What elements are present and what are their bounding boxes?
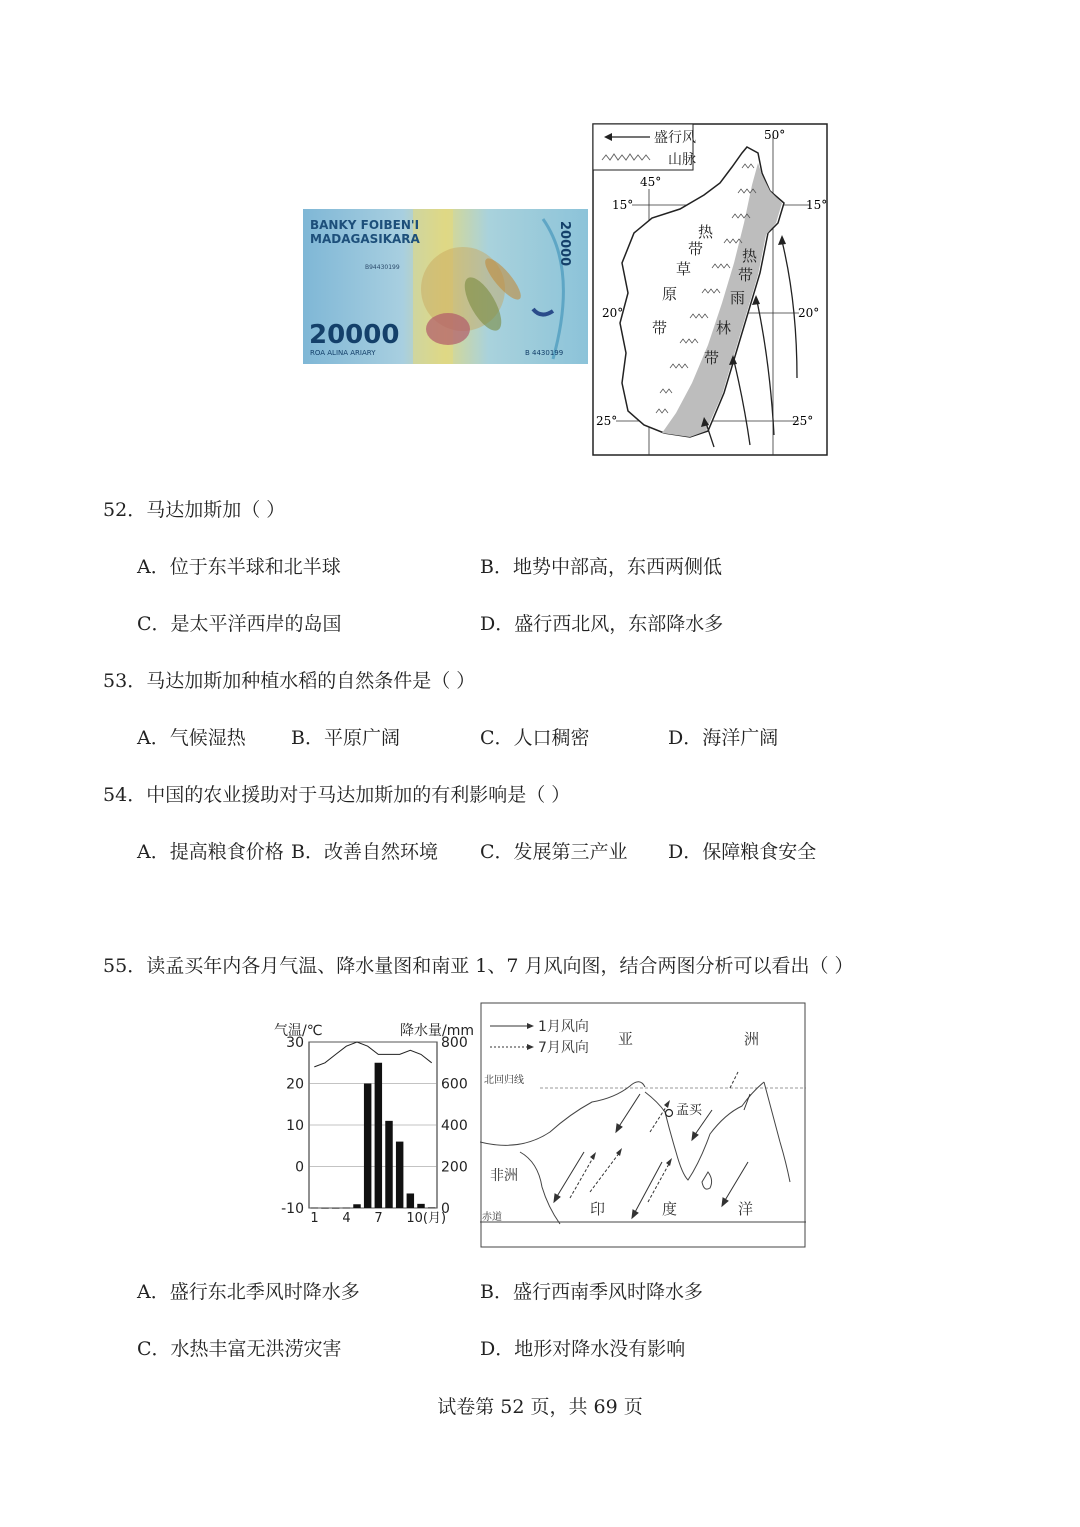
asia-label-2: 洲 bbox=[744, 1030, 760, 1048]
temp-tick-label: 30 bbox=[286, 1035, 304, 1051]
q55-option-b[interactable]: B．盛行西南季风时降水多 bbox=[480, 1281, 703, 1303]
temp-tick-label: -10 bbox=[281, 1201, 304, 1217]
savanna-char-4: 原 bbox=[662, 285, 678, 303]
q53-option-b[interactable]: B．平原广阔 bbox=[291, 727, 400, 749]
mumbai-label: 孟买 bbox=[676, 1103, 703, 1118]
rainforest-char-4: 林 bbox=[716, 319, 732, 337]
africa-label: 非洲 bbox=[490, 1168, 518, 1184]
precip-bar bbox=[407, 1193, 414, 1208]
asia-label-1: 亚 bbox=[618, 1030, 634, 1048]
precip-bar bbox=[321, 1208, 328, 1209]
q54-option-c[interactable]: C．发展第三产业 bbox=[480, 841, 628, 863]
banknote-serial: B 4430199 bbox=[525, 349, 564, 357]
savanna-char-5: 带 bbox=[652, 319, 668, 337]
temperature-line bbox=[314, 1042, 431, 1067]
banknote-bank-line1: BANKY FOIBEN'I bbox=[310, 218, 420, 232]
rainforest-char-1: 热 bbox=[742, 247, 758, 265]
q53-option-a[interactable]: A．气候湿热 bbox=[137, 727, 246, 749]
banknote-denomination-words: ROA ALINA ARIARY bbox=[310, 349, 376, 357]
q52-option-b[interactable]: B．地势中部高，东西两侧低 bbox=[480, 556, 722, 578]
precip-bar bbox=[428, 1207, 435, 1208]
q55-option-a[interactable]: A．盛行东北季风时降水多 bbox=[137, 1281, 360, 1303]
ocean-label-3: 洋 bbox=[738, 1200, 754, 1218]
legend-jul-label: 7月风向 bbox=[538, 1040, 589, 1056]
legend-mountain-label: 山脉 bbox=[668, 152, 696, 168]
q53-option-c[interactable]: C．人口稠密 bbox=[480, 727, 590, 749]
lat-20-left-label: 20° bbox=[602, 306, 624, 320]
precip-bar bbox=[364, 1084, 371, 1209]
q55-option-c[interactable]: C．水热丰富无洪涝灾害 bbox=[137, 1338, 342, 1360]
lat-15-right-label: 15° bbox=[806, 198, 828, 212]
q55-option-d[interactable]: D．地形对降水没有影响 bbox=[480, 1338, 686, 1360]
precip-bar bbox=[332, 1208, 339, 1209]
banknote-bank-line2: MADAGASIKARA bbox=[310, 232, 420, 246]
question-53-stem: 53．马达加斯加种植水稻的自然条件是（ ） bbox=[103, 670, 476, 692]
precip-bar bbox=[353, 1204, 360, 1208]
madagascar-map bbox=[592, 123, 829, 457]
lat-20-right-label: 20° bbox=[798, 306, 820, 320]
question-54-stem: 54．中国的农业援助对于马达加斯加的有利影响是（ ） bbox=[103, 784, 571, 806]
rainforest-char-5: 带 bbox=[704, 349, 720, 367]
temp-tick-label: 20 bbox=[286, 1076, 304, 1093]
q54-option-b[interactable]: B．改善自然环境 bbox=[291, 841, 438, 863]
question-55-stem: 55．读孟买年内各月气温、降水量图和南亚 1、7 月风向图，结合两图分析可以看出（ ） bbox=[103, 955, 854, 977]
question-52-stem: 52．马达加斯加（ ） bbox=[103, 499, 286, 521]
rainforest-char-2: 带 bbox=[738, 266, 754, 284]
banknote-side-value: 20000 bbox=[557, 221, 572, 267]
lat-15-left-label: 15° bbox=[612, 198, 634, 212]
q53-option-d[interactable]: D．海洋广阔 bbox=[668, 727, 779, 749]
precip-bar bbox=[375, 1063, 382, 1208]
mumbai-dot bbox=[666, 1110, 673, 1117]
precip-bar bbox=[396, 1142, 403, 1208]
q54-option-a[interactable]: A．提高粮食价格 bbox=[137, 841, 284, 863]
lat-25-right-label: 25° bbox=[792, 414, 814, 428]
q52-option-c[interactable]: C．是太平洋西岸的岛国 bbox=[137, 613, 342, 635]
precip-bar bbox=[385, 1121, 392, 1208]
ocean-label-2: 度 bbox=[662, 1200, 678, 1218]
precip-bar bbox=[343, 1208, 350, 1209]
precip-tick-label: 0 bbox=[441, 1201, 450, 1217]
x-tick-label: 10(月) bbox=[406, 1211, 447, 1226]
x-tick-label: 4 bbox=[342, 1211, 351, 1226]
savanna-char-3: 草 bbox=[676, 260, 692, 278]
x-tick-label: 7 bbox=[374, 1211, 383, 1226]
precip-tick-label: 200 bbox=[441, 1159, 468, 1176]
equator-label: 赤道 bbox=[482, 1212, 502, 1223]
precip-axis-label: 降水量/mm bbox=[400, 1023, 474, 1039]
banknote-image bbox=[303, 209, 588, 364]
savanna-char-1: 热 bbox=[698, 223, 714, 241]
q52-option-a[interactable]: A．位于东半球和北半球 bbox=[137, 556, 341, 578]
legend-jan-label: 1月风向 bbox=[538, 1019, 589, 1035]
temp-tick-label: 0 bbox=[295, 1159, 304, 1176]
ocean-label-1: 印 bbox=[590, 1200, 606, 1218]
south-asia-wind-map bbox=[480, 1002, 806, 1248]
precip-tick-label: 800 bbox=[441, 1035, 468, 1051]
temp-axis-label: 气温/℃ bbox=[274, 1023, 323, 1039]
legend-wind-label: 盛行风 bbox=[654, 130, 696, 146]
x-tick-label: 1 bbox=[310, 1211, 319, 1226]
precip-tick-label: 400 bbox=[441, 1118, 468, 1134]
lon-50-label: 50° bbox=[764, 128, 786, 142]
lon-45-label: 45° bbox=[640, 175, 662, 189]
mumbai-climate-chart bbox=[270, 1016, 482, 1228]
banknote-denomination: 20000 bbox=[309, 320, 400, 350]
tropic-label: 北回归线 bbox=[484, 1075, 524, 1086]
precip-bar bbox=[311, 1208, 318, 1209]
banknote-serial-top: B94430199 bbox=[365, 264, 400, 271]
precip-tick-label: 600 bbox=[441, 1076, 468, 1093]
precip-bar bbox=[417, 1204, 424, 1208]
q52-option-d[interactable]: D．盛行西北风，东部降水多 bbox=[480, 613, 724, 635]
savanna-char-2: 带 bbox=[688, 240, 704, 258]
rainforest-char-3: 雨 bbox=[730, 289, 746, 307]
temp-tick-label: 10 bbox=[286, 1118, 304, 1134]
lat-25-left-label: 25° bbox=[596, 414, 618, 428]
page-footer: 试卷第 52 页，共 69 页 bbox=[437, 1396, 643, 1418]
q54-option-d[interactable]: D．保障粮食安全 bbox=[668, 841, 817, 863]
